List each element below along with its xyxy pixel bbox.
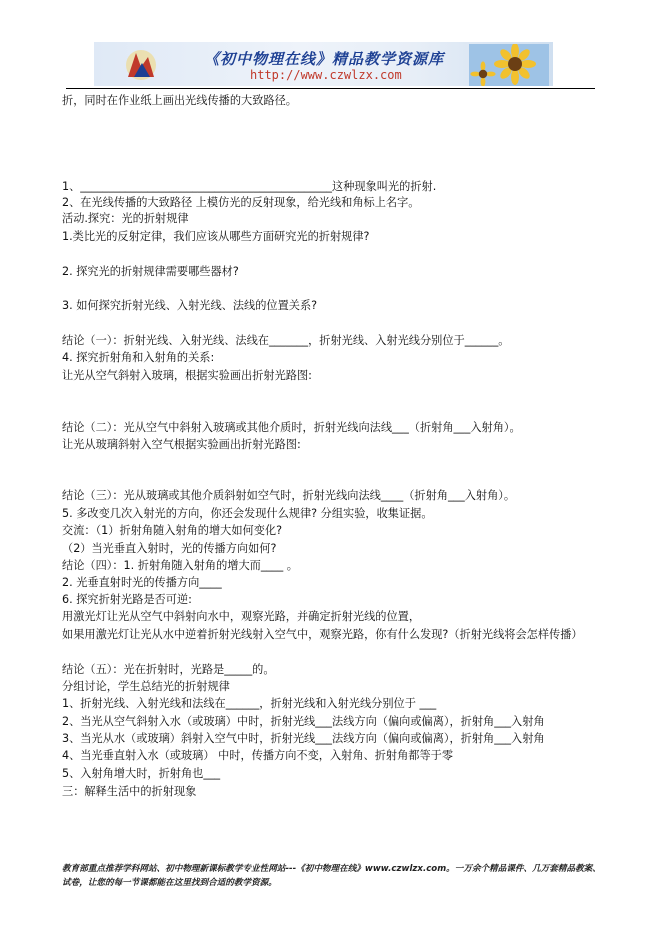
page-footer: 教育部重点推荐学科网站、初中物理新课标教学专业性网站---《初中物理在线》www.czwlzx.com。一万余个精品课件、几万套精品教案、试卷，让您的每一节课都能在这里找到合适的教学资源。 — [62, 864, 601, 888]
banner-url[interactable]: http://www.czwlzx.com — [250, 68, 402, 82]
text-line: 4. 探究折射角和入射角的关系: — [62, 351, 215, 364]
text-line: 结论（三）：光从玻璃或其他介质斜射如空气时，折射光线向法线____（折射角___入射角）。 — [62, 489, 516, 502]
text-line: 2、在光线传播的大致路径 上模仿光的反射现象，给光线和角标上名字。 — [62, 196, 420, 209]
text-line: 如果用激光灯让光从水中逆着折射光线射入空气中，观察光路，你有什么发现?（折射光线将会怎样传播） — [62, 628, 583, 641]
text-line: 1、_____________________________________________这种现象叫光的折射. — [62, 180, 437, 193]
sunflower-icon — [469, 44, 549, 86]
text-line: 3、当光从水（或玻璃）斜射入空气中时，折射光线___法线方向（偏向或偏离），折射角___入射角 — [62, 732, 545, 745]
text-line: 折，同时在作业纸上画出光线传播的大致路径。 — [62, 94, 297, 107]
site-logo-icon — [124, 49, 158, 81]
text-line: 交流：（1）折射角随入射角的增大如何变化? — [62, 524, 283, 537]
text-line: 2. 光垂直射时光的传播方向____ — [62, 576, 222, 589]
text-line: 1.类比光的反射定律，我们应该从哪些方面研究光的折射规律? — [62, 230, 370, 243]
text-line: 结论（四）：1. 折射角随入射角的增大而____ 。 — [62, 559, 298, 572]
text-line: 让光从空气斜射入玻璃，根据实验画出折射光路图: — [62, 369, 312, 382]
text-line: 结论（一）：折射光线、入射光线、法线在_______，折射光线、入射光线分别位于______。 — [62, 334, 510, 347]
text-line: 4、当光垂直射入水（或玻璃） 中时，传播方向不变，入射角、折射角都等于零 — [62, 749, 454, 762]
text-line: 活动.探究：光的折射规律 — [62, 212, 189, 225]
banner-title: 《初中物理在线》精品教学资源库 — [204, 50, 445, 68]
text-line: 用激光灯让光从空气中斜射向水中，观察光路，并确定折射光线的位置， — [62, 610, 421, 623]
text-line: 结论（二）：光从空气中斜射入玻璃或其他介质时，折射光线向法线___（折射角___入射角）。 — [62, 421, 521, 434]
text-line: 三：解释生活中的折射现象 — [62, 785, 197, 798]
text-line: 5. 多改变几次入射光的方向，你还会发现什么规律? 分组实验，收集证据。 — [62, 507, 433, 520]
text-line: 3. 如何探究折射光线、入射光线、法线的位置关系? — [62, 299, 318, 312]
text-line: 2、当光从空气斜射入水（或玻璃）中时，折射光线___法线方向（偏向或偏离），折射角___入射角 — [62, 715, 545, 728]
header-banner — [94, 42, 553, 86]
text-line: 5、入射角增大时，折射角也___ — [62, 767, 221, 780]
text-line: 让光从玻璃斜射入空气根据实验画出折射光路图: — [62, 438, 301, 451]
text-line: 分组讨论，学生总结光的折射规律 — [62, 680, 230, 693]
text-line: （2）当光垂直入射时，光的传播方向如何? — [62, 542, 277, 555]
text-line: 2. 探究光的折射规律需要哪些器材? — [62, 265, 239, 278]
text-line: 6. 探究折射光路是否可逆: — [62, 593, 192, 606]
text-line: 结论（五）：光在折射时，光路是_____的。 — [62, 663, 275, 676]
header-divider — [66, 88, 595, 89]
text-line: 1、折射光线、入射光线和法线在______，折射光线和入射光线分别位于 ___ — [62, 697, 437, 710]
